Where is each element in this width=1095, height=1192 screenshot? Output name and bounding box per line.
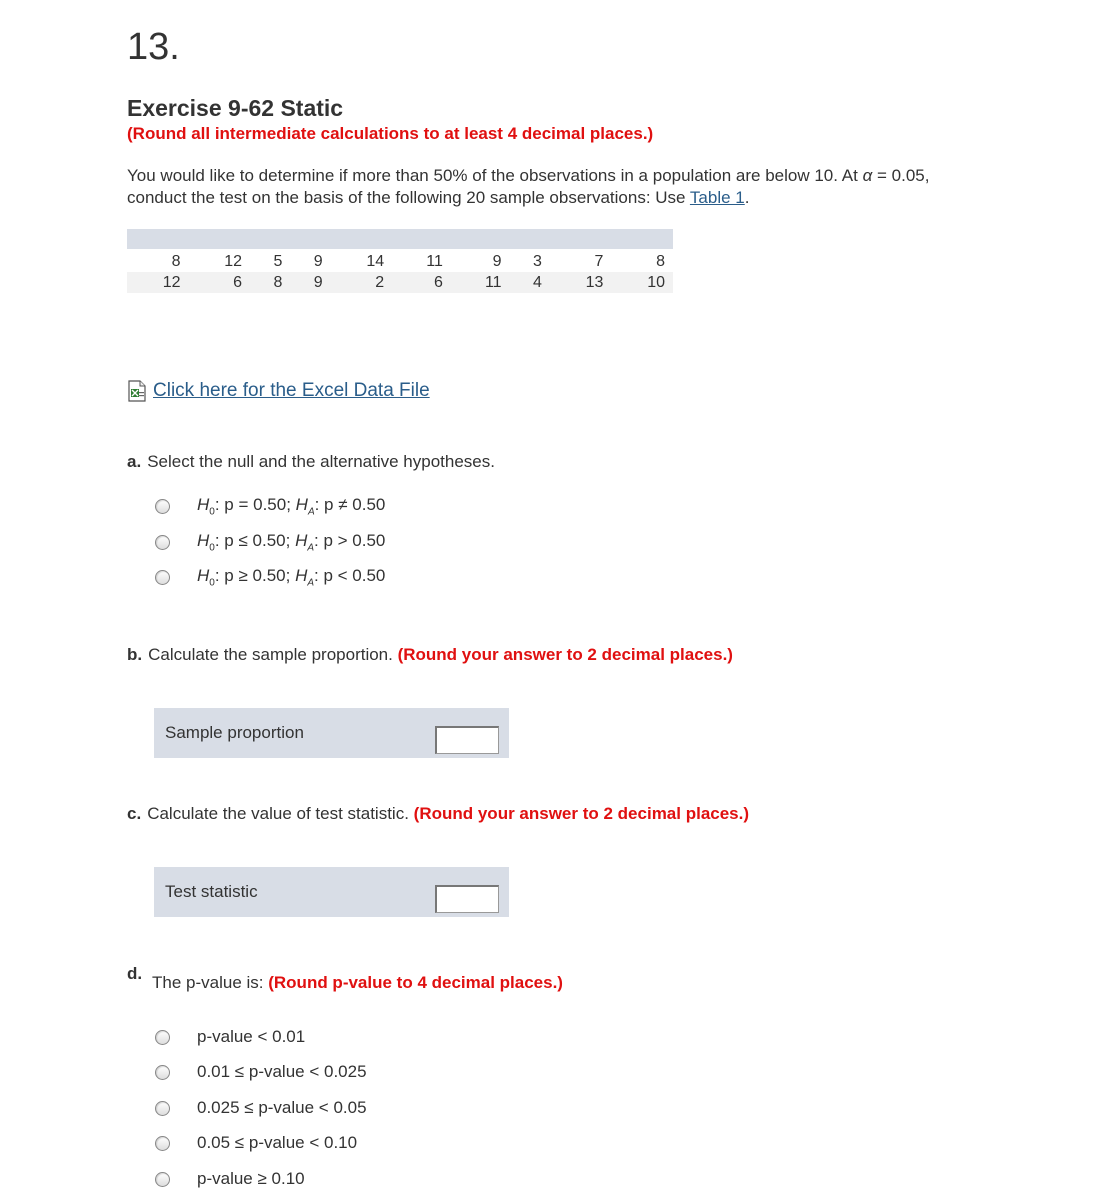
table-cell: 10 — [611, 272, 673, 293]
part-a-text: Select the null and the alternative hypotheses. — [147, 452, 495, 471]
table-cell: 4 — [510, 272, 550, 293]
part-b-label: b. — [127, 645, 143, 664]
hypothesis-option-1[interactable] — [155, 495, 385, 517]
part-b-text: Calculate the sample proportion. — [148, 645, 398, 664]
table-cell: 11 — [451, 272, 510, 293]
radio-button[interactable] — [155, 1101, 170, 1116]
part-c-note: (Round your answer to 2 decimal places.) — [413, 804, 750, 823]
stem-end: . — [744, 188, 750, 207]
table-cell: 12 — [127, 272, 189, 293]
rounding-note: (Round all intermediate calculations to at least 4 decimal places.) — [127, 124, 654, 143]
part-c-prompt — [127, 804, 749, 824]
radio-button[interactable] — [155, 1030, 170, 1045]
table-cell: 5 — [273, 252, 283, 270]
excel-data-link-row[interactable] — [127, 380, 430, 402]
option-text: 0.05 ≤ p-value < 0.10 — [197, 1133, 358, 1152]
table-cell: 9 — [290, 272, 330, 293]
table-cell: 12 — [224, 252, 243, 270]
option-text: 0.025 ≤ p-value < 0.05 — [197, 1098, 367, 1117]
option-text: $H_0$: p = 0.50; $H_A$: p ≠ 0.50 — [197, 495, 386, 518]
table-cell: 9 — [313, 252, 323, 270]
table-cell: 8 — [656, 252, 665, 270]
excel-file-icon — [127, 380, 147, 402]
sample-proportion-input[interactable] — [435, 726, 499, 754]
excel-data-link[interactable]: Click here for the Excel Data File — [153, 380, 430, 401]
stem-text-before: You would like to determine if more than 50% of the observations in a population are below 10. At — [127, 166, 863, 185]
radio-button[interactable] — [155, 1065, 170, 1080]
table-cell: 14 — [366, 252, 385, 270]
p-value-option-3[interactable] — [155, 1098, 367, 1118]
table-cell: 6 — [392, 272, 451, 293]
test-statistic-row — [154, 867, 509, 917]
option-text: $H_0$: p ≥ 0.50; $H_A$: p < 0.50 — [197, 566, 386, 589]
table-cell: 3 — [532, 252, 542, 270]
part-d-note: (Round p-value to 4 decimal places.) — [268, 973, 563, 992]
hypothesis-option-2[interactable] — [155, 531, 385, 553]
p-value-option-4[interactable] — [155, 1133, 357, 1153]
option-text: p-value < 0.01 — [197, 1027, 306, 1046]
observations-table — [127, 229, 673, 293]
p-value-option-2[interactable] — [155, 1062, 367, 1082]
hypothesis-option-3[interactable] — [155, 566, 385, 588]
option-text: p-value ≥ 0.10 — [197, 1169, 305, 1188]
sample-proportion-label: Sample proportion — [165, 723, 304, 742]
table-cell: 11 — [426, 252, 443, 270]
table-cell: 7 — [594, 252, 604, 270]
table-1-link[interactable]: Table 1 — [689, 188, 745, 207]
part-a-prompt — [127, 452, 495, 472]
test-statistic-label: Test statistic — [165, 882, 258, 901]
table-header-cell — [127, 229, 673, 249]
part-a-label: a. — [127, 452, 142, 471]
p-value-option-1[interactable] — [155, 1027, 305, 1047]
p-value-option-5[interactable] — [155, 1169, 305, 1189]
radio-button[interactable] — [155, 1136, 170, 1151]
part-b-note: (Round your answer to 2 decimal places.) — [397, 645, 733, 664]
table-cell: 6 — [189, 272, 251, 293]
test-statistic-input[interactable] — [435, 885, 499, 913]
option-text: 0.01 ≤ p-value < 0.025 — [197, 1062, 367, 1081]
radio-button[interactable] — [155, 535, 170, 550]
question-stem — [127, 165, 957, 209]
part-d-text: The p-value is: — [152, 973, 269, 992]
part-d-prompt — [152, 973, 563, 993]
table-row — [127, 272, 673, 293]
option-text: $H_0$: p ≤ 0.50; $H_A$: p > 0.50 — [197, 531, 386, 554]
table-cell: 9 — [492, 252, 502, 270]
radio-button[interactable] — [155, 570, 170, 585]
part-d-label-wrap — [127, 964, 148, 984]
table-cell: 2 — [331, 272, 393, 293]
table-cell: 8 — [171, 252, 181, 270]
part-d-label: d. — [127, 964, 143, 983]
alpha-symbol: α — [862, 166, 873, 185]
part-b-prompt — [127, 645, 733, 665]
part-c-text: Calculate the value of test statistic. — [147, 804, 414, 823]
question-number: 13. — [127, 26, 180, 68]
stem-text-after: = 0.05, conduct the test on the basis of the following 20 sample observations: Use — [127, 166, 930, 207]
radio-button[interactable] — [155, 499, 170, 514]
sample-proportion-row — [154, 708, 509, 758]
table-row — [127, 249, 673, 272]
radio-button[interactable] — [155, 1172, 170, 1187]
table-cell: 13 — [550, 272, 612, 293]
exercise-title: Exercise 9-62 Static — [127, 95, 344, 121]
table-header-row — [127, 229, 673, 249]
table-cell: 8 — [250, 272, 290, 293]
part-c-label: c. — [127, 804, 142, 823]
